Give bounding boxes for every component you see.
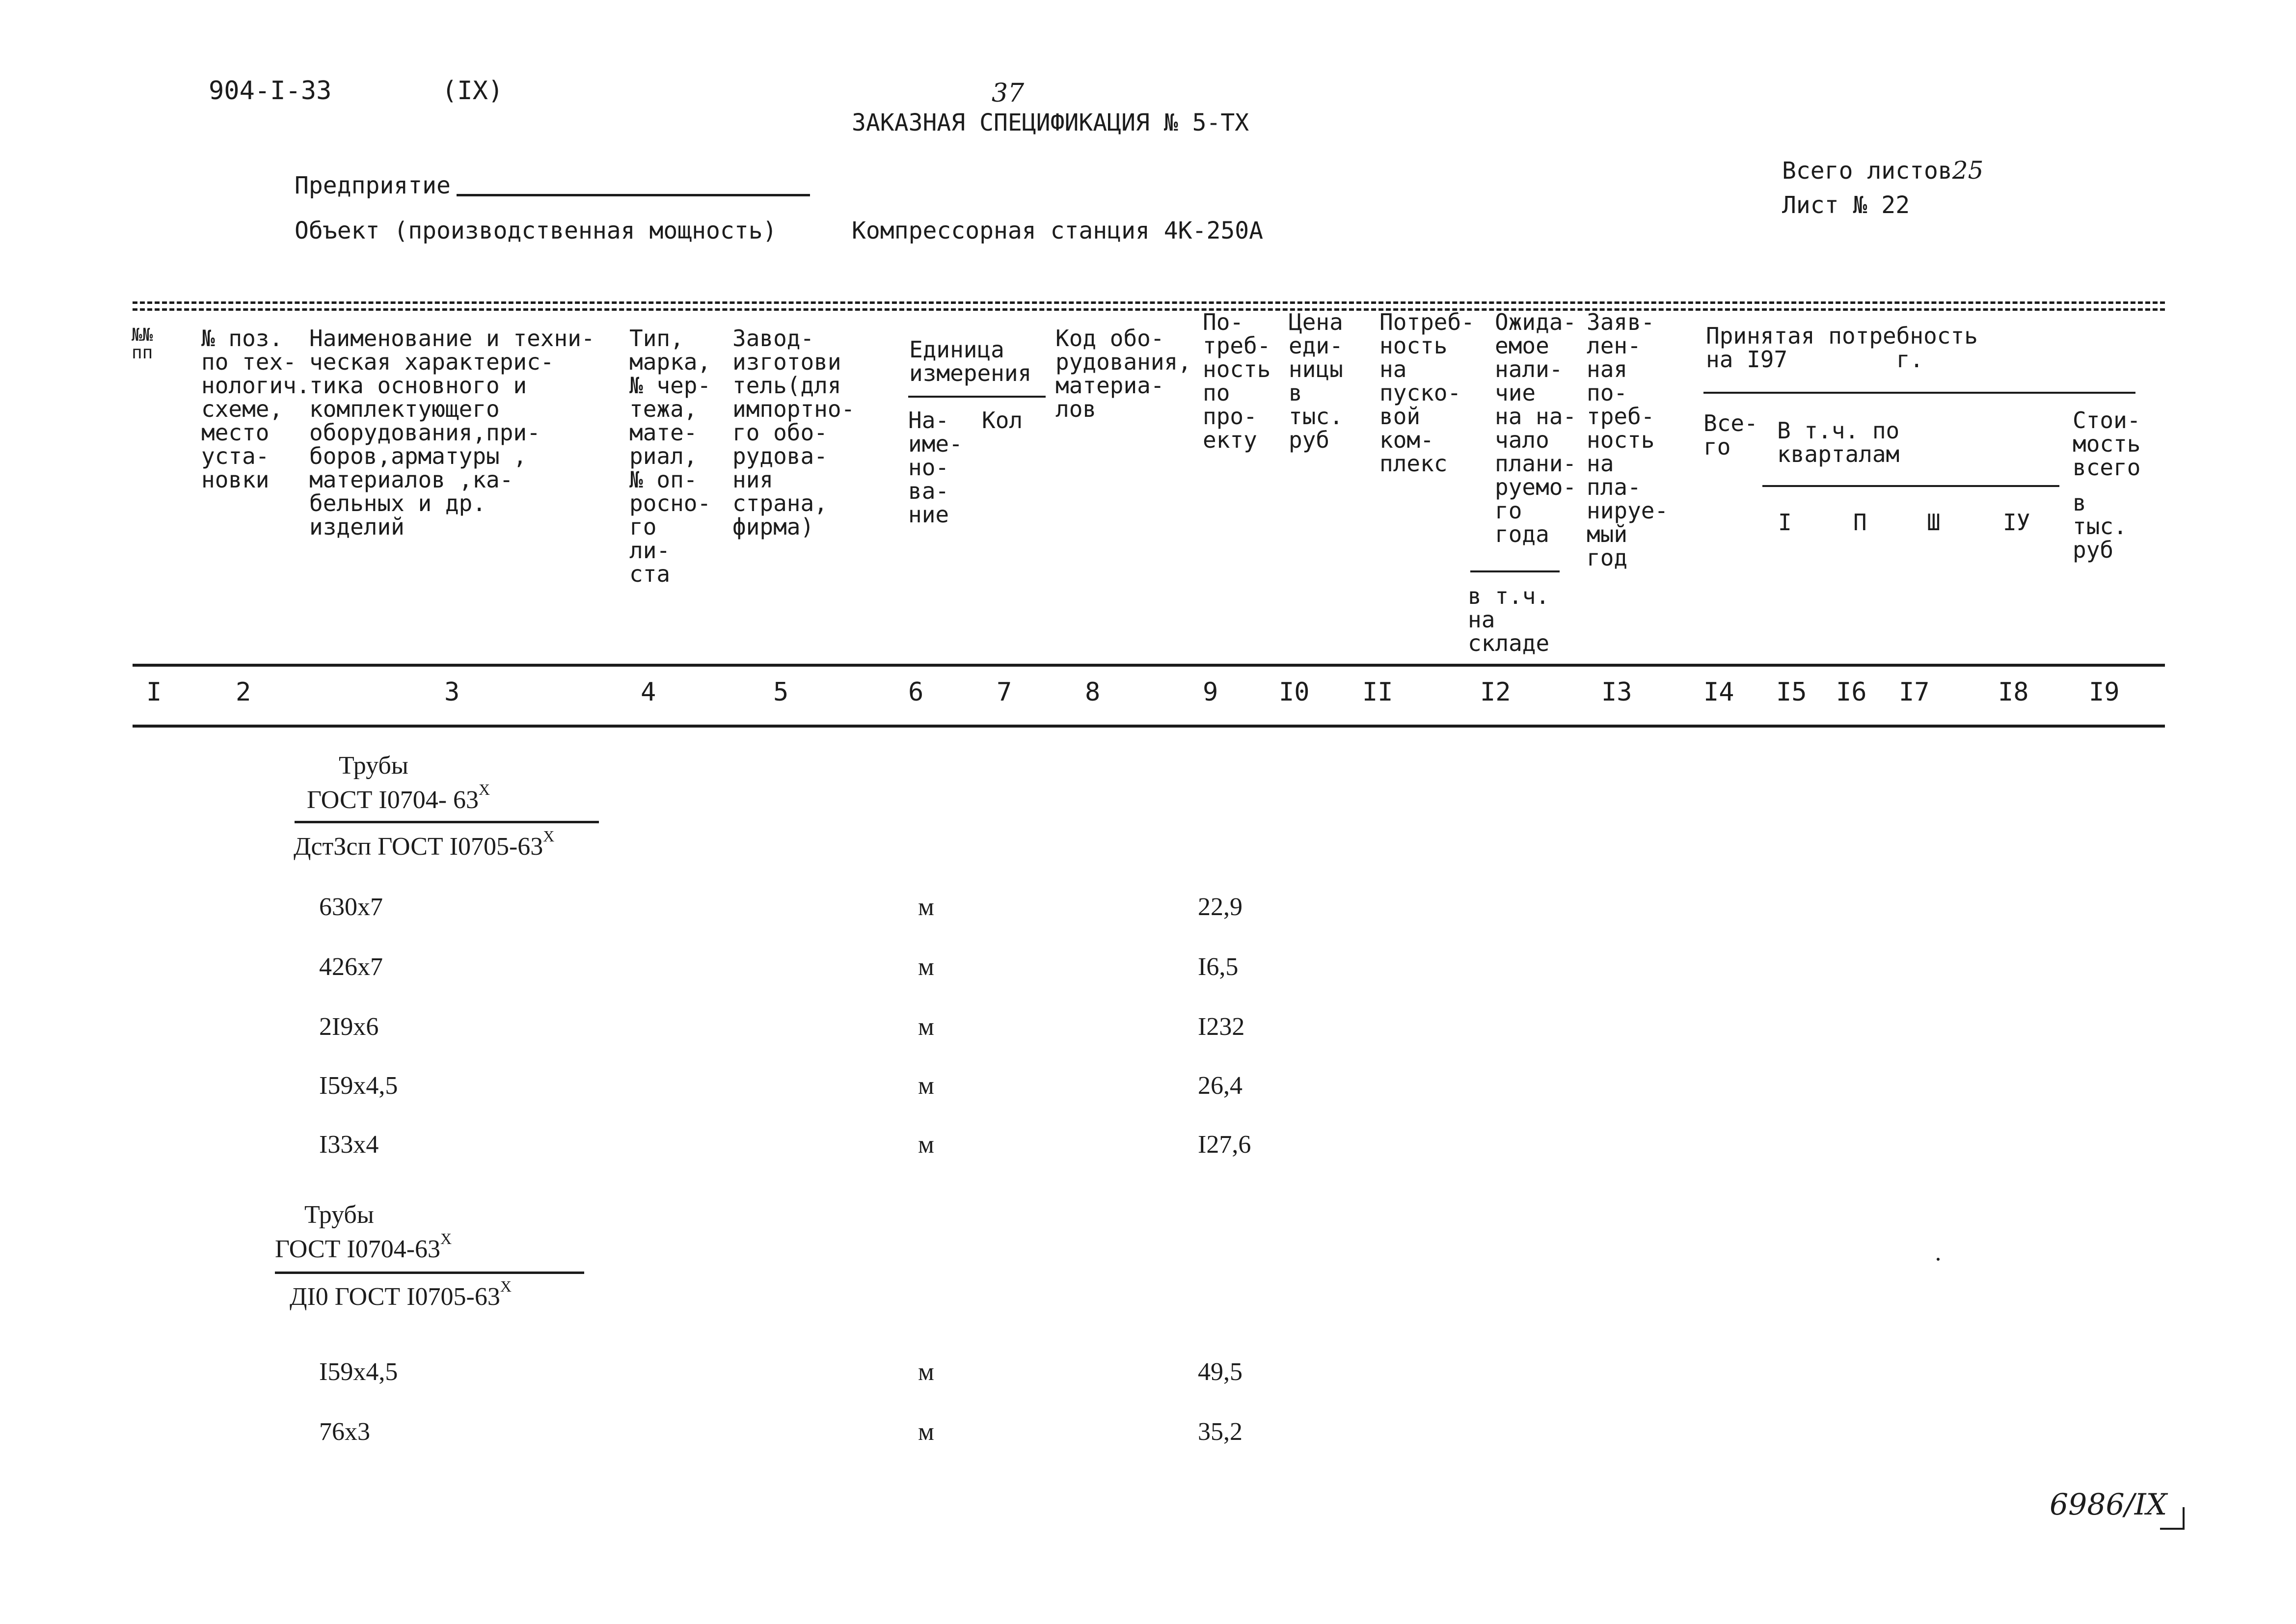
group-1-fraction-line: [295, 821, 599, 823]
group-1-material: [294, 827, 555, 861]
unit-divider: [908, 396, 1046, 398]
column-number-7: 7: [997, 677, 1012, 707]
col-header-1: №№ пп: [132, 325, 153, 363]
col-header-4: Тип, марка, № чер- тежа, мате- риал, № оп- росно- го ли- ста: [629, 325, 711, 587]
archive-stamp: 6986/IX: [2050, 1488, 2167, 1522]
col-header-6: На- име- но- ва- ние: [908, 407, 963, 528]
document-code: 904-I-33: [209, 76, 332, 106]
column-numbers-top-rule: [133, 664, 2165, 667]
column-number-2: 2: [236, 677, 251, 707]
group-1-row-3-size: 2I9х6: [319, 1013, 379, 1041]
group-1-row-5-unit: м: [918, 1131, 934, 1159]
group-1-row-3-qty: I232: [1198, 1013, 1245, 1041]
sheet-number: Лист № 22: [1782, 191, 1910, 219]
group-1-material-sup: Х: [543, 827, 555, 845]
group-1-material-text: ДстЗсп ГОСТ I0705-63: [294, 833, 543, 861]
col-header-2: № поз. по тех- нологич. схеме, место уста- новки: [201, 325, 310, 493]
col-header-13: Заяв- лен- ная по- треб- ность на пла- нируе- мый год: [1587, 309, 1669, 571]
page-title: ЗАКАЗНАЯ СПЕЦИФИКАЦИЯ № 5-ТХ: [852, 109, 1249, 136]
col-header-19: Стои- мость всего: [2073, 407, 2141, 481]
group-2-material: [290, 1277, 512, 1311]
col-header-5: Завод- изготови тель(для импортно- го обо- рудова- ния страна, фирма): [732, 325, 855, 540]
accepted-divider: [1703, 392, 2135, 394]
quarter-1: I: [1778, 509, 1792, 536]
group-1-gost-sup: Х: [479, 781, 490, 798]
col-header-12-stock: в т.ч. на складе: [1468, 583, 1550, 656]
col-header-12: Ожида- емое нали- чие на на- чало плани- руемо- го года: [1495, 309, 1577, 547]
column-number-1: I: [146, 677, 162, 707]
column-number-10: I0: [1279, 677, 1310, 707]
column-number-5: 5: [773, 677, 789, 707]
header-top-rule: [133, 301, 2165, 304]
document-part: (IX): [442, 76, 504, 106]
group-1-row-2-qty: I6,5: [1198, 953, 1239, 981]
col-header-11: Потреб- ность на пуско- вой ком- плекс: [1379, 309, 1475, 477]
group-2-gost-text: ГОСТ I0704-63: [275, 1235, 441, 1263]
col-header-7: Кол: [982, 407, 1023, 433]
col-header-10: Цена еди- ницы в тыс. руб: [1289, 309, 1343, 453]
quarter-4: IУ: [2003, 509, 2030, 536]
column-number-8: 8: [1085, 677, 1101, 707]
column-number-4: 4: [641, 677, 656, 707]
quarter-2: П: [1853, 509, 1867, 536]
group-2-material-text: ДI0 ГОСТ I0705-63: [290, 1283, 500, 1311]
enterprise-field-line: [457, 194, 810, 196]
column-numbers-bottom-rule: [133, 725, 2165, 728]
object-label: Объект (производственная мощность): [295, 217, 777, 244]
column-number-11: II: [1362, 677, 1393, 707]
group-2-gost-standard: [275, 1230, 452, 1264]
object-value: Компрессорная станция 4К-250А: [852, 217, 1264, 244]
col-header-unit: Единица измерения: [909, 336, 1032, 386]
group-1-row-4-unit: м: [918, 1072, 934, 1100]
quarters-header: В т.ч. по кварталам: [1777, 417, 1900, 467]
group-1-row-4-size: I59х4,5: [319, 1072, 398, 1100]
stamp-tick: [2183, 1507, 2185, 1529]
group-2-gost-sup: Х: [440, 1230, 452, 1247]
group-2-fraction-line: [275, 1272, 584, 1274]
group-1-gost-standard: [307, 781, 490, 814]
group-1-row-1-unit: м: [918, 893, 934, 921]
column-number-18: I8: [1998, 677, 2029, 707]
col-header-8: Код обо- рудования, материа- лов: [1055, 325, 1191, 422]
group-2-material-sup: Х: [500, 1277, 512, 1295]
group-2-row-1-size: I59х4,5: [319, 1358, 398, 1386]
group-1-row-5-qty: I27,6: [1198, 1131, 1251, 1159]
group-1-row-2-unit: м: [918, 953, 934, 981]
group-1-title: Трубы: [339, 752, 408, 780]
header-top-rule-2: [133, 308, 2165, 311]
scan-dot: [1937, 1258, 1940, 1261]
group-2-row-2-unit: м: [918, 1418, 934, 1446]
page-number-mark: 37: [992, 79, 1025, 108]
quarters-divider: [1762, 485, 2059, 487]
group-1-row-1-size: 630х7: [319, 893, 383, 921]
group-1-gost-text: ГОСТ I0704- 63: [307, 786, 479, 814]
col-header-19-unit: в тыс. руб: [2073, 489, 2127, 563]
stamp-underline: [2160, 1528, 2185, 1530]
group-2-row-2-qty: 35,2: [1198, 1418, 1243, 1446]
total-sheets-label: Всего листов: [1782, 157, 1952, 185]
column-number-6: 6: [908, 677, 924, 707]
column-number-16: I6: [1836, 677, 1867, 707]
quarter-3: Ш: [1927, 509, 1941, 536]
column-number-13: I3: [1601, 677, 1632, 707]
group-1-row-4-qty: 26,4: [1198, 1072, 1243, 1100]
group-2-row-1-qty: 49,5: [1198, 1358, 1243, 1386]
group-1-row-1-qty: 22,9: [1198, 893, 1243, 921]
col-header-9: По- треб- ность по про- екту: [1203, 309, 1271, 453]
group-2-title: Трубы: [304, 1201, 374, 1229]
group-2-row-2-size: 76х3: [319, 1418, 370, 1446]
group-2-row-1-unit: м: [918, 1358, 934, 1386]
column-number-17: I7: [1899, 677, 1930, 707]
group-1-row-2-size: 426х7: [319, 953, 383, 981]
total-sheets: [1782, 156, 1983, 185]
column-number-9: 9: [1203, 677, 1218, 707]
enterprise-label: Предприятие: [295, 172, 451, 199]
column-number-14: I4: [1703, 677, 1734, 707]
total-sheets-value: 25: [1952, 156, 1984, 185]
group-1-row-3-unit: м: [918, 1013, 934, 1041]
accepted-need-header: Принятая потребность на I97 г.: [1706, 323, 1978, 373]
col-header-14: Все- го: [1703, 410, 1758, 460]
col-header-3: Наименование и техни- ческая характерис- тика основного и комплектующего оборудования,при- боров,арматуры , материалов ,ка- бельных и др. изделий: [309, 325, 595, 540]
column-number-3: 3: [444, 677, 460, 707]
group-1-row-5-size: I33х4: [319, 1131, 379, 1159]
column-number-12: I2: [1480, 677, 1511, 707]
column-number-19: I9: [2089, 677, 2120, 707]
column-number-15: I5: [1776, 677, 1807, 707]
stock-divider: [1470, 570, 1560, 572]
